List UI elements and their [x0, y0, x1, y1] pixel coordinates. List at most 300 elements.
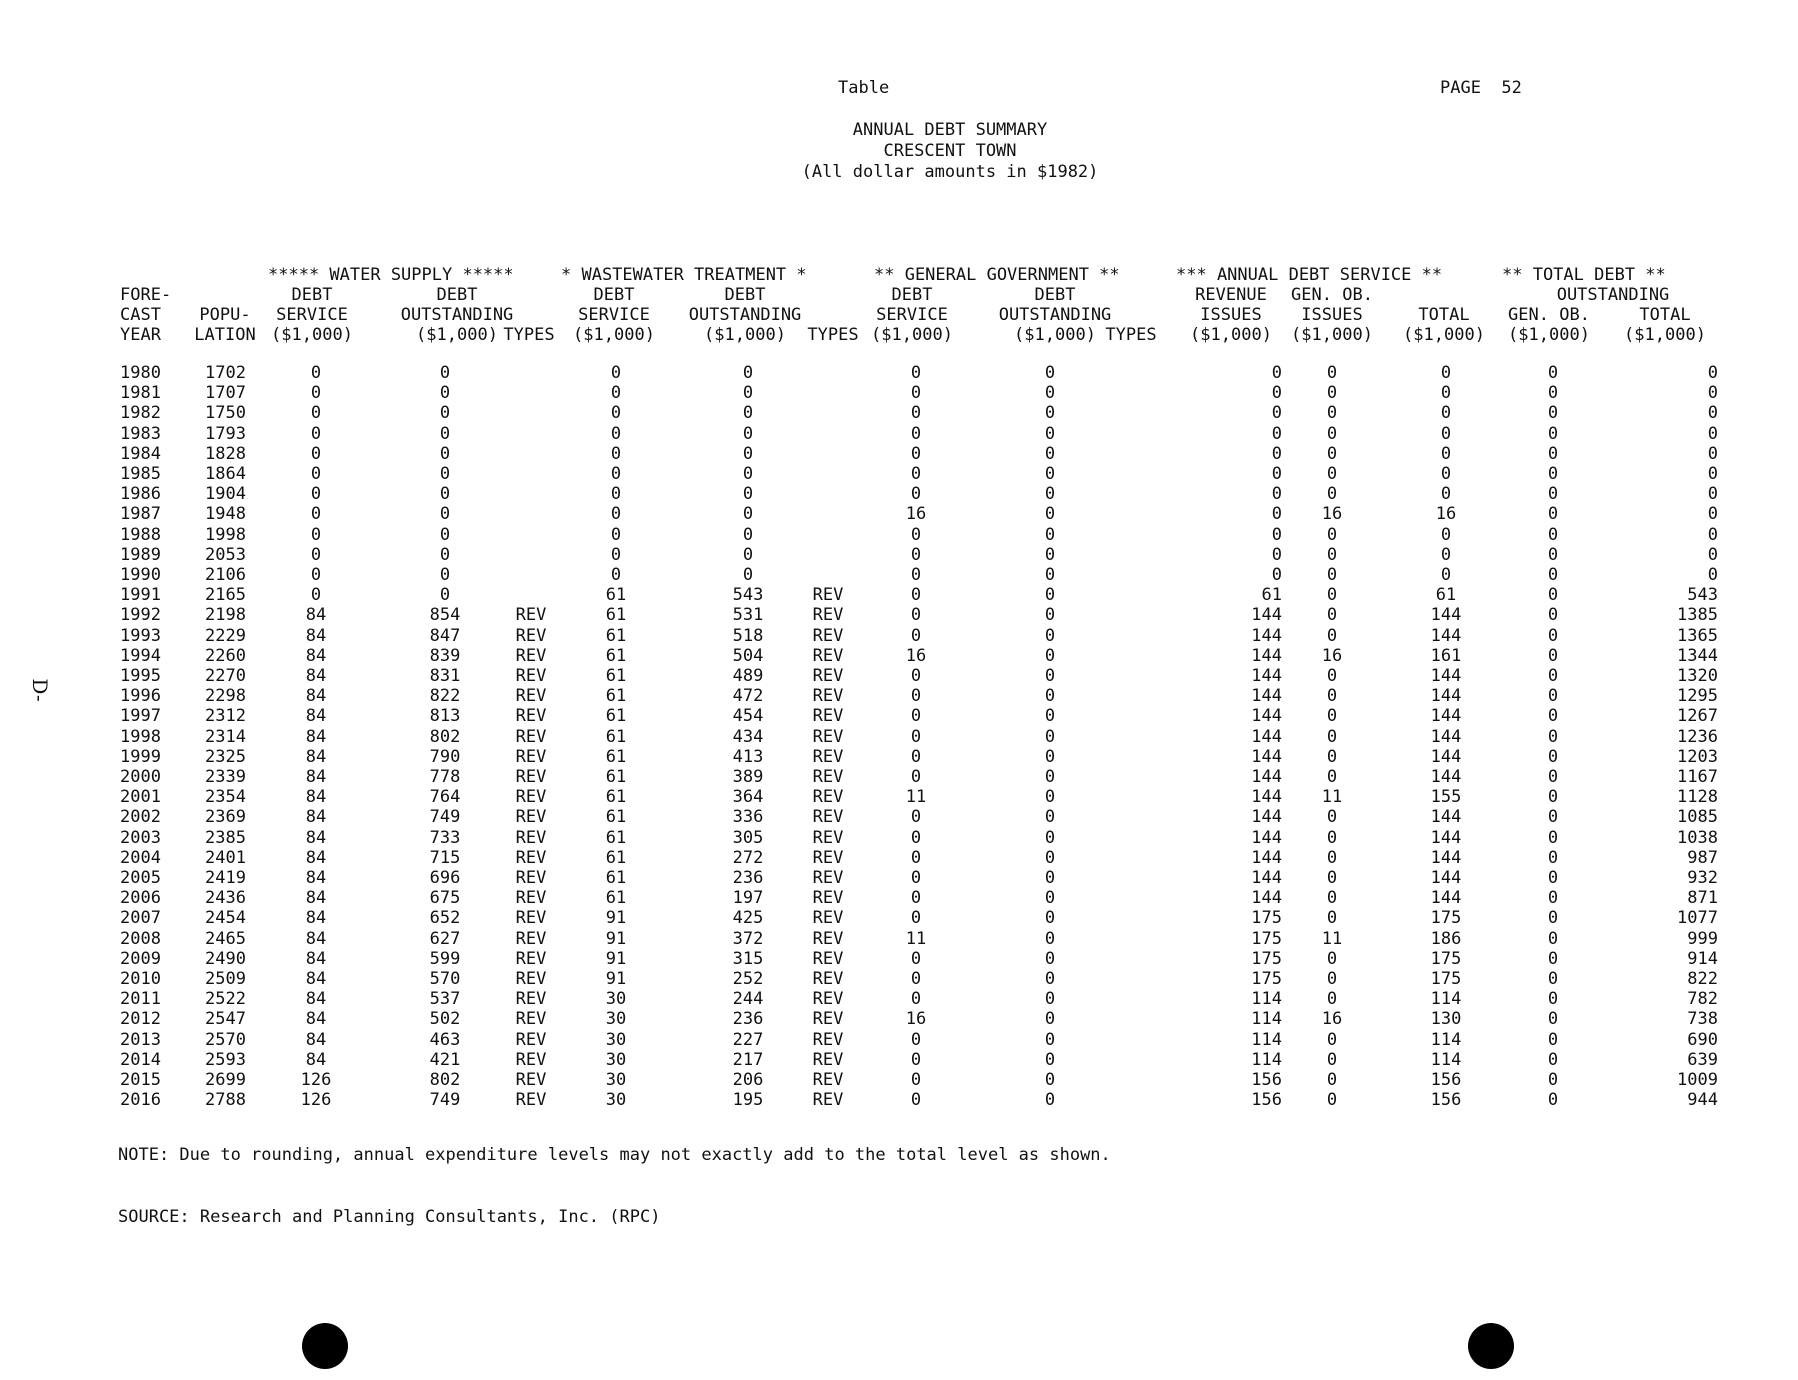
table-cell: REV	[812, 767, 844, 787]
group-header-general: ** GENERAL GOVERNMENT **	[874, 265, 1120, 285]
table-cell: REV	[812, 787, 844, 808]
table-cell: REV	[515, 706, 547, 727]
table-row	[0, 565, 1798, 585]
table-cell: 144	[1251, 625, 1282, 646]
binder-hole-left	[302, 1323, 348, 1369]
column-header-6-line-1: DEBT	[724, 285, 766, 305]
table-cell: 1980	[120, 363, 161, 383]
table-cell: 0	[1044, 767, 1056, 787]
table-cell: 1998	[205, 524, 246, 545]
table-cell: 1983	[120, 423, 161, 444]
table-cell: 0	[1271, 484, 1282, 505]
table-cell: 61	[605, 847, 627, 868]
table-cell: 0	[1547, 565, 1559, 585]
table-cell: 1989	[120, 544, 161, 565]
table-cell: 114	[1251, 989, 1282, 1010]
table-cell: 1982	[120, 403, 161, 424]
table-cell: 0	[1044, 544, 1056, 565]
table-cell: 84	[305, 666, 327, 686]
table-cell: 0	[910, 989, 922, 1010]
table-cell: 0	[1547, 504, 1559, 525]
table-cell: 0	[910, 1090, 922, 1111]
table-cell: 543	[1687, 585, 1718, 606]
table-cell: 1999	[120, 746, 161, 767]
table-cell: 30	[605, 1049, 627, 1070]
table-cell: 0	[1547, 1049, 1559, 1070]
table-cell: 0	[910, 908, 922, 929]
table-cell: 0	[1044, 888, 1056, 909]
table-cell: 84	[305, 787, 327, 808]
table-row	[0, 504, 1798, 524]
table-cell: 2009	[120, 948, 161, 969]
table-cell: 0	[742, 544, 754, 565]
table-cell: 0	[1044, 504, 1056, 525]
table-cell: 738	[1687, 1009, 1718, 1030]
table-cell: 0	[1707, 403, 1718, 424]
table-cell: 0	[1044, 787, 1056, 808]
table-cell: 0	[1271, 544, 1282, 565]
table-cell: 0	[910, 363, 922, 383]
table-cell: 0	[1044, 686, 1056, 707]
table-cell: 16	[1321, 504, 1343, 525]
group-header-annual: *** ANNUAL DEBT SERVICE **	[1176, 265, 1443, 285]
table-cell: 454	[732, 706, 764, 727]
table-cell: 1128	[1677, 787, 1718, 808]
table-cell: 0	[910, 423, 922, 444]
table-cell: 30	[605, 1009, 627, 1030]
table-cell: REV	[515, 807, 547, 828]
table-cell: 144	[1430, 827, 1462, 848]
table-cell: REV	[515, 767, 547, 787]
table-cell: 0	[610, 403, 622, 424]
table-cell: 144	[1251, 807, 1282, 828]
table-cell: 175	[1251, 908, 1282, 929]
table-cell: 0	[1044, 524, 1056, 545]
table-cell: REV	[515, 868, 547, 888]
table-cell: 2007	[120, 908, 161, 929]
table-cell: 0	[1326, 888, 1338, 909]
table-cell: 0	[1326, 807, 1338, 828]
table-cell: 1981	[120, 383, 161, 404]
column-header-8-line-2: SERVICE	[876, 305, 948, 325]
table-cell: REV	[812, 847, 844, 868]
table-cell: 2003	[120, 827, 161, 848]
table-cell: 0	[1440, 443, 1452, 464]
table-cell: 156	[1430, 1070, 1462, 1090]
table-cell: 0	[1440, 464, 1452, 484]
table-cell: 144	[1251, 787, 1282, 808]
table-cell: 782	[1687, 989, 1718, 1010]
table-cell: 144	[1430, 726, 1462, 747]
table-cell: REV	[812, 585, 844, 606]
table-cell: 1203	[1677, 746, 1718, 767]
table-cell: 144	[1251, 868, 1282, 888]
table-cell: 84	[305, 645, 327, 666]
table-cell: 2000	[120, 767, 161, 787]
column-header-8-line-1: DEBT	[891, 285, 933, 305]
table-cell: 84	[305, 827, 327, 848]
table-cell: 0	[1326, 847, 1338, 868]
table-cell: 0	[1547, 706, 1559, 727]
table-cell: 802	[429, 1070, 461, 1090]
table-cell: 0	[910, 443, 922, 464]
table-cell: 2014	[120, 1049, 161, 1070]
table-row	[0, 888, 1798, 908]
table-cell: 16	[1321, 645, 1343, 666]
table-cell: 0	[1326, 1070, 1338, 1090]
column-header-9-line-3: ($1,000)	[1014, 325, 1096, 345]
table-cell: 0	[1044, 464, 1056, 484]
table-cell: 2699	[205, 1070, 246, 1090]
table-cell: 372	[732, 928, 764, 949]
table-cell: 413	[732, 746, 764, 767]
table-cell: 84	[305, 746, 327, 767]
table-cell: 1948	[205, 504, 246, 525]
column-header-12-line-2: ISSUES	[1301, 305, 1363, 325]
table-cell: 1085	[1677, 807, 1718, 828]
table-cell: 144	[1251, 888, 1282, 909]
table-cell: 84	[305, 1049, 327, 1070]
table-cell: 389	[732, 767, 764, 787]
table-cell: 0	[1044, 706, 1056, 727]
table-cell: 84	[305, 807, 327, 828]
table-cell: 0	[910, 524, 922, 545]
table-row	[0, 706, 1798, 726]
table-cell: 0	[1547, 767, 1559, 787]
table-cell: 914	[1687, 948, 1718, 969]
table-cell: REV	[515, 787, 547, 808]
table-cell: 244	[732, 989, 764, 1010]
table-cell: REV	[515, 605, 547, 626]
table-cell: 570	[429, 969, 461, 989]
table-cell: 61	[1261, 585, 1282, 606]
table-cell: 0	[1707, 464, 1718, 484]
table-cell: 0	[1044, 605, 1056, 626]
table-cell: 84	[305, 888, 327, 909]
table-cell: 206	[732, 1070, 764, 1090]
table-cell: 0	[1326, 868, 1338, 888]
column-header-14-line-3: ($1,000)	[1508, 325, 1590, 345]
table-cell: 0	[1440, 565, 1452, 585]
table-cell: 0	[610, 464, 622, 484]
column-header-5-line-2: SERVICE	[578, 305, 650, 325]
table-cell: 0	[1326, 585, 1338, 606]
table-row	[0, 605, 1798, 625]
table-row	[0, 949, 1798, 969]
table-cell: 0	[1547, 746, 1559, 767]
table-label: Table	[838, 78, 890, 98]
table-cell: 839	[429, 645, 461, 666]
column-header-2-line-3: ($1,000)	[271, 325, 353, 345]
table-cell: 1167	[1677, 767, 1718, 787]
table-cell: 2015	[120, 1070, 161, 1090]
table-cell: 126	[300, 1070, 332, 1090]
column-header-6-line-2: OUTSTANDING	[688, 305, 802, 325]
table-cell: 0	[310, 383, 322, 404]
table-cell: 0	[1547, 484, 1559, 505]
table-cell: 61	[605, 746, 627, 767]
table-cell: REV	[812, 706, 844, 727]
table-cell: 0	[1326, 666, 1338, 686]
table-cell: 0	[1326, 383, 1338, 404]
table-cell: 175	[1251, 969, 1282, 989]
table-cell: REV	[812, 827, 844, 848]
column-header-3-line-2: OUTSTANDING	[400, 305, 514, 325]
table-cell: 144	[1430, 767, 1462, 787]
table-cell: 0	[910, 1049, 922, 1070]
column-header-15-line-3: ($1,000)	[1624, 325, 1706, 345]
table-cell: 0	[1547, 948, 1559, 969]
table-cell: 2011	[120, 989, 161, 1010]
table-cell: 1295	[1677, 686, 1718, 707]
table-cell: 0	[439, 423, 451, 444]
table-cell: 0	[1044, 948, 1056, 969]
table-cell: 1365	[1677, 625, 1718, 646]
table-cell: 627	[429, 928, 461, 949]
table-cell: 144	[1430, 686, 1462, 707]
table-cell: 0	[910, 565, 922, 585]
table-cell: 0	[1271, 464, 1282, 484]
table-cell: 690	[1687, 1029, 1718, 1050]
table-cell: 0	[1326, 524, 1338, 545]
table-cell: 2260	[205, 645, 246, 666]
table-cell: 2006	[120, 888, 161, 909]
table-cell: 0	[1547, 625, 1559, 646]
table-cell: 0	[310, 484, 322, 505]
table-cell: REV	[515, 1009, 547, 1030]
table-cell: 1750	[205, 403, 246, 424]
group-header-total: ** TOTAL DEBT **	[1502, 265, 1666, 285]
table-cell: 0	[610, 565, 622, 585]
table-cell: 1993	[120, 625, 161, 646]
table-row	[0, 383, 1798, 403]
table-cell: 0	[1326, 908, 1338, 929]
table-cell: 0	[1044, 666, 1056, 686]
page-number: PAGE 52	[1440, 78, 1522, 98]
table-cell: REV	[515, 726, 547, 747]
column-header-9-line-1: DEBT	[1034, 285, 1076, 305]
column-header-11-line-2: ISSUES	[1200, 305, 1262, 325]
table-cell: 531	[732, 605, 764, 626]
table-cell: 1009	[1677, 1070, 1718, 1090]
table-cell: 91	[605, 928, 627, 949]
table-cell: 2354	[205, 787, 246, 808]
table-cell: 144	[1251, 767, 1282, 787]
table-cell: 463	[429, 1029, 461, 1050]
table-cell: 0	[1707, 544, 1718, 565]
table-cell: 0	[1326, 605, 1338, 626]
table-cell: 831	[429, 666, 461, 686]
table-cell: 130	[1430, 1009, 1462, 1030]
table-row	[0, 585, 1798, 605]
table-cell: 0	[610, 383, 622, 404]
table-cell: 144	[1430, 605, 1462, 626]
table-cell: 0	[439, 565, 451, 585]
table-cell: 0	[910, 868, 922, 888]
table-cell: 2522	[205, 989, 246, 1010]
table-cell: 2002	[120, 807, 161, 828]
table-cell: 84	[305, 706, 327, 727]
table-cell: 0	[1326, 625, 1338, 646]
table-row	[0, 969, 1798, 989]
table-cell: 0	[1547, 1029, 1559, 1050]
table-cell: 0	[1271, 423, 1282, 444]
table-cell: 0	[742, 565, 754, 585]
column-header-6-line-3: ($1,000)	[704, 325, 786, 345]
table-cell: 472	[732, 686, 764, 707]
table-cell: 0	[742, 383, 754, 404]
table-cell: REV	[515, 847, 547, 868]
table-cell: 1992	[120, 605, 161, 626]
table-row	[0, 767, 1798, 787]
table-cell: 0	[1547, 544, 1559, 565]
table-cell: 84	[305, 989, 327, 1010]
table-row	[0, 464, 1798, 484]
table-cell: 0	[310, 585, 322, 606]
table-row	[0, 403, 1798, 423]
table-cell: 2325	[205, 746, 246, 767]
table-cell: 61	[605, 625, 627, 646]
table-cell: 144	[1251, 847, 1282, 868]
table-cell: REV	[812, 746, 844, 767]
table-cell: REV	[812, 605, 844, 626]
table-cell: 0	[1044, 1090, 1056, 1111]
table-cell: 0	[1547, 989, 1559, 1010]
table-cell: 336	[732, 807, 764, 828]
column-header-5-line-1: DEBT	[593, 285, 635, 305]
table-cell: 11	[1321, 928, 1343, 949]
table-cell: 0	[439, 464, 451, 484]
table-cell: 2339	[205, 767, 246, 787]
table-cell: 0	[910, 888, 922, 909]
table-cell: REV	[812, 645, 844, 666]
table-cell: 114	[1430, 1029, 1462, 1050]
table-cell: 2013	[120, 1029, 161, 1050]
table-cell: 0	[1044, 928, 1056, 949]
table-cell: 144	[1251, 726, 1282, 747]
table-cell: 1864	[205, 464, 246, 484]
table-cell: 0	[1440, 544, 1452, 565]
table-cell: 0	[439, 443, 451, 464]
table-cell: 2369	[205, 807, 246, 828]
table-cell: 155	[1430, 787, 1462, 808]
table-cell: 0	[1326, 423, 1338, 444]
table-row	[0, 929, 1798, 949]
table-cell: 1986	[120, 484, 161, 505]
table-cell: 0	[310, 423, 322, 444]
table-cell: 0	[610, 544, 622, 565]
table-cell: 0	[1044, 847, 1056, 868]
table-cell: 944	[1687, 1090, 1718, 1111]
table-cell: 0	[1547, 1090, 1559, 1111]
table-cell: 537	[429, 989, 461, 1010]
table-cell: 1990	[120, 565, 161, 585]
table-cell: 2509	[205, 969, 246, 989]
table-cell: 61	[605, 868, 627, 888]
table-cell: 0	[1547, 969, 1559, 989]
table-cell: 0	[1326, 363, 1338, 383]
table-cell: 518	[732, 625, 764, 646]
table-cell: 1267	[1677, 706, 1718, 727]
table-cell: 84	[305, 767, 327, 787]
table-cell: 30	[605, 1090, 627, 1111]
table-cell: 2106	[205, 565, 246, 585]
table-cell: 2270	[205, 666, 246, 686]
table-cell: 84	[305, 868, 327, 888]
table-cell: REV	[812, 888, 844, 909]
column-header-7-line-3: TYPES	[807, 325, 859, 345]
table-cell: 0	[910, 666, 922, 686]
table-cell: 0	[1440, 403, 1452, 424]
table-cell: 0	[1547, 827, 1559, 848]
table-cell: 144	[1430, 706, 1462, 727]
table-cell: 0	[910, 585, 922, 606]
table-cell: 764	[429, 787, 461, 808]
table-cell: 2547	[205, 1009, 246, 1030]
table-cell: REV	[812, 686, 844, 707]
table-cell: 0	[1326, 443, 1338, 464]
table-cell: 0	[1044, 1049, 1056, 1070]
table-cell: 61	[605, 666, 627, 686]
table-cell: 0	[610, 363, 622, 383]
table-cell: 126	[300, 1090, 332, 1111]
table-cell: 11	[1321, 787, 1343, 808]
table-cell: 0	[742, 423, 754, 444]
table-cell: 84	[305, 605, 327, 626]
table-cell: 0	[1547, 807, 1559, 828]
column-header-11-line-1: REVENUE	[1195, 285, 1267, 305]
table-cell: REV	[812, 625, 844, 646]
table-cell: 144	[1251, 706, 1282, 727]
table-row	[0, 868, 1798, 888]
table-cell: 364	[732, 787, 764, 808]
table-cell: 434	[732, 726, 764, 747]
table-cell: 0	[742, 484, 754, 505]
table-cell: 61	[1435, 585, 1457, 606]
table-cell: 84	[305, 928, 327, 949]
table-cell: 1995	[120, 666, 161, 686]
table-cell: 61	[605, 726, 627, 747]
table-cell: 84	[305, 1009, 327, 1030]
column-header-10-line-3: TYPES	[1105, 325, 1157, 345]
table-cell: 0	[742, 443, 754, 464]
table-cell: 84	[305, 625, 327, 646]
table-cell: 0	[1044, 1009, 1056, 1030]
table-cell: 144	[1430, 868, 1462, 888]
table-cell: 0	[439, 403, 451, 424]
table-cell: 0	[1044, 484, 1056, 505]
table-cell: 0	[1044, 807, 1056, 828]
table-cell: 0	[1271, 403, 1282, 424]
table-cell: 0	[742, 504, 754, 525]
table-cell: 987	[1687, 847, 1718, 868]
table-cell: REV	[812, 868, 844, 888]
table-cell: 1985	[120, 464, 161, 484]
table-cell: 489	[732, 666, 764, 686]
table-cell: REV	[515, 989, 547, 1010]
table-cell: 0	[1547, 1009, 1559, 1030]
table-cell: 1077	[1677, 908, 1718, 929]
table-cell: 0	[1044, 363, 1056, 383]
table-cell: 1988	[120, 524, 161, 545]
table-cell: 0	[1707, 383, 1718, 404]
column-header-13-line-3: ($1,000)	[1403, 325, 1485, 345]
table-cell: 0	[910, 827, 922, 848]
table-cell: 0	[1044, 403, 1056, 424]
table-cell: 2001	[120, 787, 161, 808]
table-cell: 0	[1547, 464, 1559, 484]
table-cell: 543	[732, 585, 764, 606]
